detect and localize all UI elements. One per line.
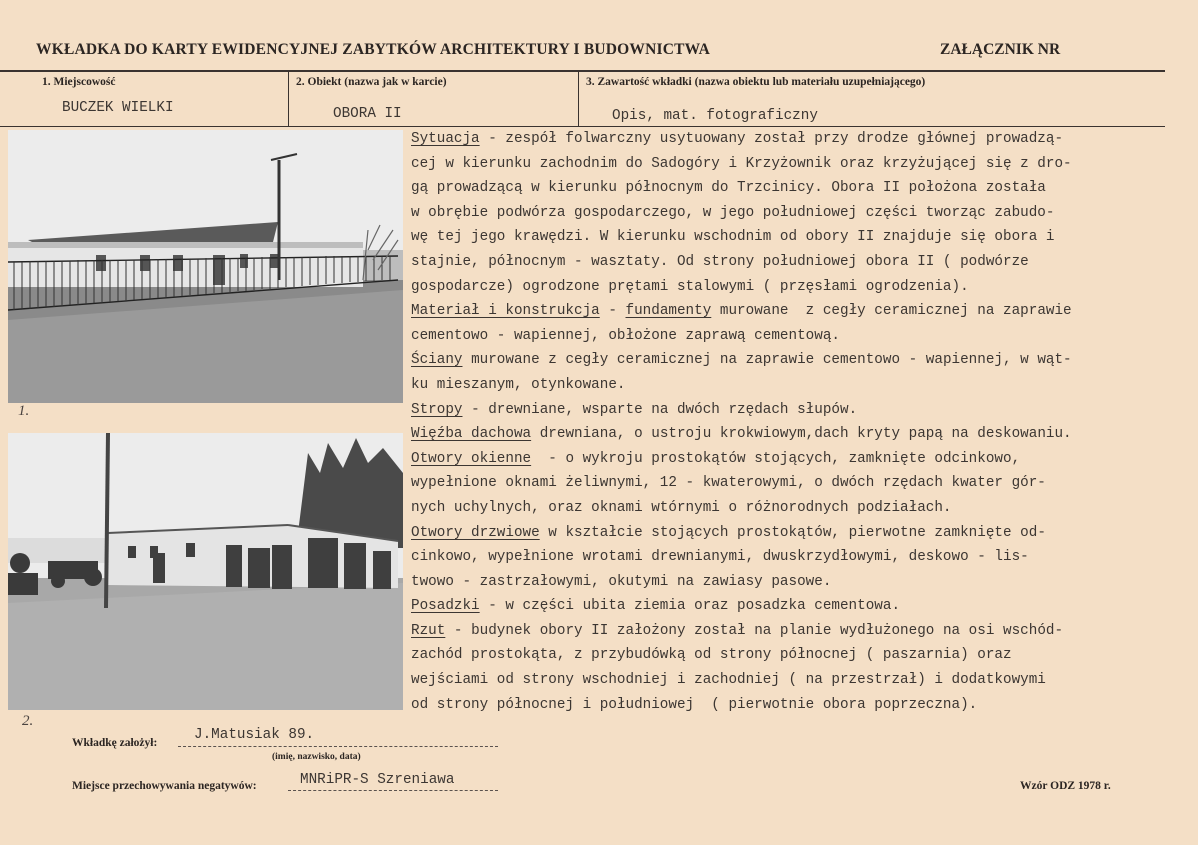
header-rule bbox=[0, 70, 1165, 72]
desc-line: cementowo - wapiennej, obłożone zaprawą cementową. bbox=[411, 327, 840, 344]
negatives-storage-label: Miejsce przechowywania negatywów: bbox=[72, 780, 257, 792]
heading-situation: Sytuacja bbox=[411, 131, 480, 147]
contents-label: 3. Zawartość wkładki (nazwa obiektu lub materiału uzupełniającego) bbox=[586, 76, 926, 88]
desc-line: drewniana, o ustroju krokwiowym,dach kryty papą na deskowaniu. bbox=[531, 426, 1072, 443]
negatives-storage-line bbox=[288, 790, 498, 791]
desc-line: - drewniane, wsparte na dwóch rzędach słupów. bbox=[462, 401, 858, 418]
created-by-hint: (imię, nazwisko, data) bbox=[272, 752, 361, 762]
created-by-line bbox=[178, 746, 498, 747]
negatives-storage-value: MNRiPR-S Szreniawa bbox=[300, 772, 455, 788]
desc-line: wejściami od strony wschodniej i zachodniej ( na przestrzał) i dodatkowymi bbox=[411, 672, 1046, 689]
description-text bbox=[411, 127, 1181, 717]
heading-plan: Rzut bbox=[411, 622, 446, 639]
desc-line: wypełnione oknami żeliwnymi, 12 - kwaterowymi, o dwóch rzędach kwater gór- bbox=[411, 475, 1046, 492]
photo-1 bbox=[8, 130, 403, 403]
locality-value: BUCZEK WIELKI bbox=[62, 100, 174, 116]
heading-windows: Otwory okienne bbox=[411, 450, 532, 467]
desc-line: murowane z cegły ceramicznej na zaprawie bbox=[711, 303, 1072, 320]
created-by-value: J.Matusiak 89. bbox=[194, 727, 315, 743]
photo-1-number: 1. bbox=[18, 403, 30, 419]
object-label: 2. Obiekt (nazwa jak w karcie) bbox=[296, 76, 447, 88]
heading-roof-truss: Więźba dachowa bbox=[411, 426, 532, 443]
photo-2 bbox=[8, 433, 403, 710]
desc-line: gospodarcze) ogrodzone prętami stalowymi ( przęsłami ogrodzenia). bbox=[411, 278, 969, 295]
desc-line: - o wykroju prostokątów stojących, zamknięte odcinkowo, bbox=[531, 450, 1021, 467]
heading-foundations: fundamenty bbox=[625, 303, 712, 320]
desc-line: murowane z cegły ceramicznej na zaprawie cementowo - wapiennej, w wąt- bbox=[462, 352, 1072, 369]
desc-line: - budynek obory II założony został na planie wydłużonego na osi wschód- bbox=[445, 622, 1064, 639]
field-divider bbox=[288, 71, 289, 126]
desc-line: w kształcie stojących prostokątów, pierwotne zamknięte od- bbox=[539, 524, 1046, 541]
object-value: OBORA II bbox=[333, 106, 402, 122]
desc-line: - zespół folwarczny usytuowany został przy drodze głównej prowadzą- bbox=[479, 131, 1064, 147]
desc-line: ku mieszanym, otynkowane. bbox=[411, 376, 626, 393]
field-divider bbox=[578, 71, 579, 126]
desc-line: - w części ubita ziemia oraz posadzka cementowa. bbox=[479, 598, 901, 615]
heading-doors: Otwory drzwiowe bbox=[411, 524, 540, 541]
desc-line: stajnie, północnym - wasztaty. Od strony południowej obora II ( podwórze bbox=[411, 253, 1029, 270]
photo-2-number: 2. bbox=[22, 713, 34, 729]
desc-line: cej w kierunku zachodnim do Sadogóry i Krzyżownik oraz krzyżującej się z dro- bbox=[411, 155, 1072, 172]
form-model-label: Wzór ODZ 1978 r. bbox=[1020, 780, 1111, 792]
locality-label: 1. Miejscowość bbox=[42, 76, 116, 88]
desc-line: cinkowo, wypełnione wrotami drewnianymi, dwuskrzydłowymi, deskowo - lis- bbox=[411, 549, 1029, 566]
desc-line: wę tej jego krawędzi. W kierunku wschodnim od obory II znajduje się obora i bbox=[411, 229, 1055, 246]
desc-line: gą prowadzącą w kierunku północnym do Trzcinicy. Obora II położona została bbox=[411, 180, 1046, 197]
created-by-label: Wkładkę założył: bbox=[72, 737, 158, 749]
desc-line: w obrębie podwórza gospodarczego, w jego południowej części tworząc zabudo- bbox=[411, 204, 1055, 221]
heading-material: Materiał i konstrukcja bbox=[411, 303, 600, 320]
desc-line: zachód prostokąta, z przybudówką od strony północnej ( paszarnia) oraz bbox=[411, 647, 1012, 664]
form-title: WKŁADKA DO KARTY EWIDENCYJNEJ ZABYTKÓW ARCHITEKTURY I BUDOWNICTWA bbox=[36, 41, 711, 58]
heading-walls: Ściany bbox=[411, 352, 463, 369]
attachment-number-label: ZAŁĄCZNIK NR bbox=[940, 41, 1061, 58]
contents-value: Opis, mat. fotograficzny bbox=[612, 108, 818, 124]
desc-line: od strony północnej i południowej ( pierwotnie obora poprzeczna). bbox=[411, 696, 978, 713]
desc-text: - bbox=[599, 303, 626, 320]
heading-ceilings: Stropy bbox=[411, 401, 463, 418]
desc-line: twowo - zastrzałowymi, okutymi na zawiasy pasowe. bbox=[411, 573, 832, 590]
desc-line: nych uchylnych, oraz oknami wtórnymi o różnorodnych podziałach. bbox=[411, 499, 952, 516]
heading-floors: Posadzki bbox=[411, 598, 480, 615]
